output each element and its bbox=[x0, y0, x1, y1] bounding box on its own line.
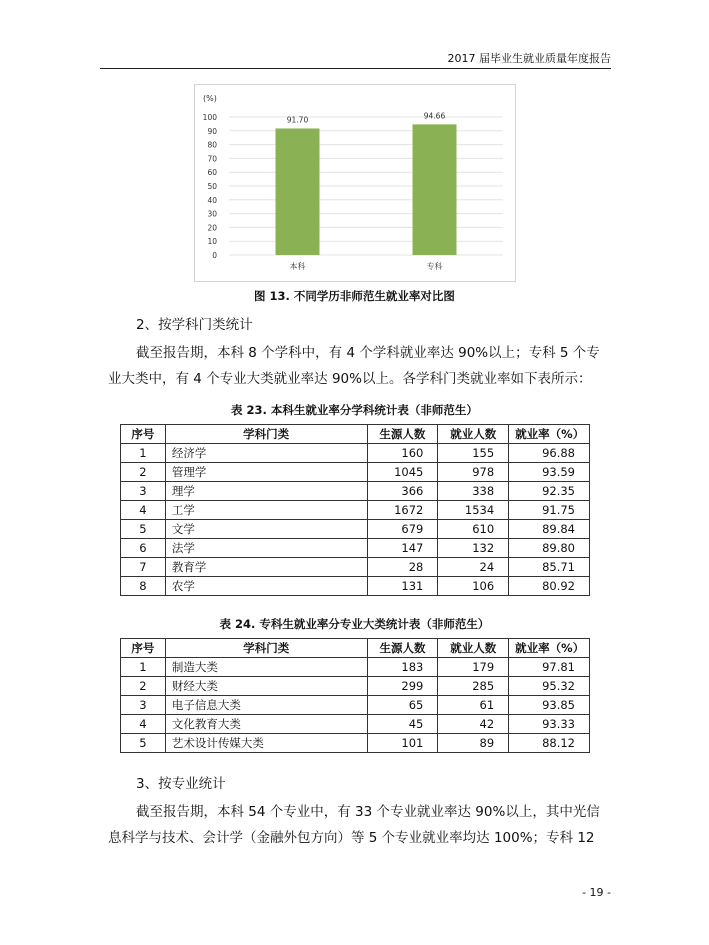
table-row bbox=[121, 482, 590, 501]
table-row bbox=[121, 520, 590, 539]
cell-discipline: 教育学 bbox=[165, 558, 367, 577]
cell-index: 5 bbox=[121, 520, 166, 539]
cell-rate: 93.59 bbox=[509, 463, 590, 482]
x-category-label: 专科 bbox=[426, 262, 443, 271]
cell-rate: 80.92 bbox=[509, 577, 590, 596]
table-row bbox=[121, 734, 590, 753]
cell-graduates: 147 bbox=[367, 539, 438, 558]
col-header-employed: 就业人数 bbox=[438, 639, 509, 658]
cell-discipline: 法学 bbox=[165, 539, 367, 558]
cell-employed: 610 bbox=[438, 520, 509, 539]
y-tick-label: 100 bbox=[202, 113, 217, 122]
cell-rate: 89.84 bbox=[509, 520, 590, 539]
y-tick-label: 40 bbox=[207, 195, 217, 205]
section-heading-by-discipline: 2、按学科门类统计 bbox=[136, 317, 253, 333]
cell-employed: 1534 bbox=[438, 501, 509, 520]
paragraph-line: 业大类中，有 4 个专业大类就业率达 90%以上。各学科门类就业率如下表所示： bbox=[108, 371, 592, 387]
running-header: 2017 届毕业生就业质量年度报告 bbox=[100, 52, 611, 69]
cell-index: 6 bbox=[121, 539, 166, 558]
bar-0 bbox=[276, 128, 320, 255]
cell-discipline: 制造大类 bbox=[165, 658, 367, 677]
bar-value-label: 91.70 bbox=[286, 115, 309, 125]
cell-rate: 97.81 bbox=[509, 658, 590, 677]
cell-employed: 106 bbox=[438, 577, 509, 596]
col-header-rate: 就业率（%） bbox=[509, 639, 590, 658]
y-tick-label: 0 bbox=[212, 251, 217, 260]
cell-index: 1 bbox=[121, 444, 166, 463]
cell-rate: 85.71 bbox=[509, 558, 590, 577]
table-row bbox=[121, 677, 590, 696]
cell-discipline: 管理学 bbox=[165, 463, 367, 482]
cell-discipline: 艺术设计传媒大类 bbox=[165, 734, 367, 753]
cell-employed: 285 bbox=[438, 677, 509, 696]
cell-index: 8 bbox=[121, 577, 166, 596]
y-tick-label: 20 bbox=[207, 223, 217, 233]
bar-value-label: 94.66 bbox=[423, 111, 446, 121]
cell-rate: 93.85 bbox=[509, 696, 590, 715]
table-header-row bbox=[121, 425, 590, 444]
table-header-row bbox=[121, 639, 590, 658]
y-tick-label: 60 bbox=[207, 168, 217, 178]
y-tick-label: 70 bbox=[207, 154, 217, 164]
x-category-label: 本科 bbox=[289, 262, 306, 271]
cell-rate: 96.88 bbox=[509, 444, 590, 463]
table-row bbox=[121, 696, 590, 715]
table-24 bbox=[120, 638, 590, 753]
table-row bbox=[121, 558, 590, 577]
cell-employed: 132 bbox=[438, 539, 509, 558]
cell-discipline: 经济学 bbox=[165, 444, 367, 463]
cell-employed: 179 bbox=[438, 658, 509, 677]
cell-rate: 95.32 bbox=[509, 677, 590, 696]
col-header-index: 序号 bbox=[121, 425, 166, 444]
paragraph-discipline-summary bbox=[108, 340, 611, 392]
table-row bbox=[121, 463, 590, 482]
col-header-discipline: 学科门类 bbox=[165, 425, 367, 444]
section-heading-by-major: 3、按专业统计 bbox=[136, 776, 226, 792]
col-header-employed: 就业人数 bbox=[438, 425, 509, 444]
y-tick-label: 50 bbox=[207, 182, 217, 191]
col-header-discipline: 学科门类 bbox=[165, 639, 367, 658]
page-number: - 19 - bbox=[582, 886, 611, 899]
cell-index: 1 bbox=[121, 658, 166, 677]
table-24-title: 表 24. 专科生就业率分专业大类统计表（非师范生） bbox=[219, 617, 490, 631]
table-row bbox=[121, 715, 590, 734]
cell-rate: 93.33 bbox=[509, 715, 590, 734]
paragraph-line: 截至报告期，本科 8 个学科中，有 4 个学科就业率达 90%以上；专科 5 个专 bbox=[136, 345, 600, 361]
cell-graduates: 131 bbox=[367, 577, 438, 596]
cell-rate: 92.35 bbox=[509, 482, 590, 501]
cell-graduates: 299 bbox=[367, 677, 438, 696]
cell-graduates: 101 bbox=[367, 734, 438, 753]
cell-rate: 89.80 bbox=[509, 539, 590, 558]
cell-graduates: 1045 bbox=[367, 463, 438, 482]
cell-employed: 24 bbox=[438, 558, 509, 577]
y-tick-label: 10 bbox=[207, 237, 217, 247]
cell-discipline: 财经大类 bbox=[165, 677, 367, 696]
y-tick-label: 30 bbox=[207, 209, 217, 219]
col-header-rate: 就业率（%） bbox=[509, 425, 590, 444]
cell-employed: 61 bbox=[438, 696, 509, 715]
bar-1 bbox=[413, 124, 457, 255]
figure-caption: 图 13. 不同学历非师范生就业率对比图 bbox=[254, 289, 455, 303]
cell-graduates: 679 bbox=[367, 520, 438, 539]
cell-discipline: 理学 bbox=[165, 482, 367, 501]
cell-index: 2 bbox=[121, 677, 166, 696]
cell-index: 2 bbox=[121, 463, 166, 482]
table-row bbox=[121, 501, 590, 520]
cell-employed: 978 bbox=[438, 463, 509, 482]
table-row bbox=[121, 444, 590, 463]
cell-graduates: 28 bbox=[367, 558, 438, 577]
cell-graduates: 160 bbox=[367, 444, 438, 463]
table-row bbox=[121, 658, 590, 677]
cell-employed: 42 bbox=[438, 715, 509, 734]
cell-index: 3 bbox=[121, 482, 166, 501]
cell-index: 5 bbox=[121, 734, 166, 753]
col-header-index: 序号 bbox=[121, 639, 166, 658]
cell-rate: 91.75 bbox=[509, 501, 590, 520]
y-axis-unit-label: (%) bbox=[203, 94, 217, 103]
cell-graduates: 65 bbox=[367, 696, 438, 715]
cell-index: 3 bbox=[121, 696, 166, 715]
col-header-graduates: 生源人数 bbox=[367, 639, 438, 658]
y-tick-label: 90 bbox=[207, 126, 217, 136]
cell-discipline: 工学 bbox=[165, 501, 367, 520]
cell-graduates: 1672 bbox=[367, 501, 438, 520]
cell-discipline: 文学 bbox=[165, 520, 367, 539]
cell-discipline: 电子信息大类 bbox=[165, 696, 367, 715]
cell-discipline: 农学 bbox=[165, 577, 367, 596]
cell-discipline: 文化教育大类 bbox=[165, 715, 367, 734]
chart-svg bbox=[195, 85, 515, 281]
cell-employed: 155 bbox=[438, 444, 509, 463]
y-tick-label: 80 bbox=[207, 140, 217, 150]
cell-employed: 338 bbox=[438, 482, 509, 501]
cell-index: 7 bbox=[121, 558, 166, 577]
cell-rate: 88.12 bbox=[509, 734, 590, 753]
cell-graduates: 366 bbox=[367, 482, 438, 501]
cell-index: 4 bbox=[121, 715, 166, 734]
cell-graduates: 45 bbox=[367, 715, 438, 734]
paragraph-line: 息科学与技术、会计学（金融外包方向）等 5 个专业就业率均达 100%；专科 12 bbox=[108, 830, 595, 846]
cell-graduates: 183 bbox=[367, 658, 438, 677]
paragraph-major-summary bbox=[108, 799, 611, 851]
col-header-graduates: 生源人数 bbox=[367, 425, 438, 444]
table-row bbox=[121, 539, 590, 558]
bar-chart bbox=[194, 84, 516, 282]
paragraph-line: 截至报告期，本科 54 个专业中，有 33 个专业就业率达 90%以上，其中光信 bbox=[136, 804, 600, 820]
table-23 bbox=[120, 424, 590, 596]
cell-index: 4 bbox=[121, 501, 166, 520]
table-23-title: 表 23. 本科生就业率分学科统计表（非师范生） bbox=[231, 403, 478, 417]
cell-employed: 89 bbox=[438, 734, 509, 753]
table-row bbox=[121, 577, 590, 596]
